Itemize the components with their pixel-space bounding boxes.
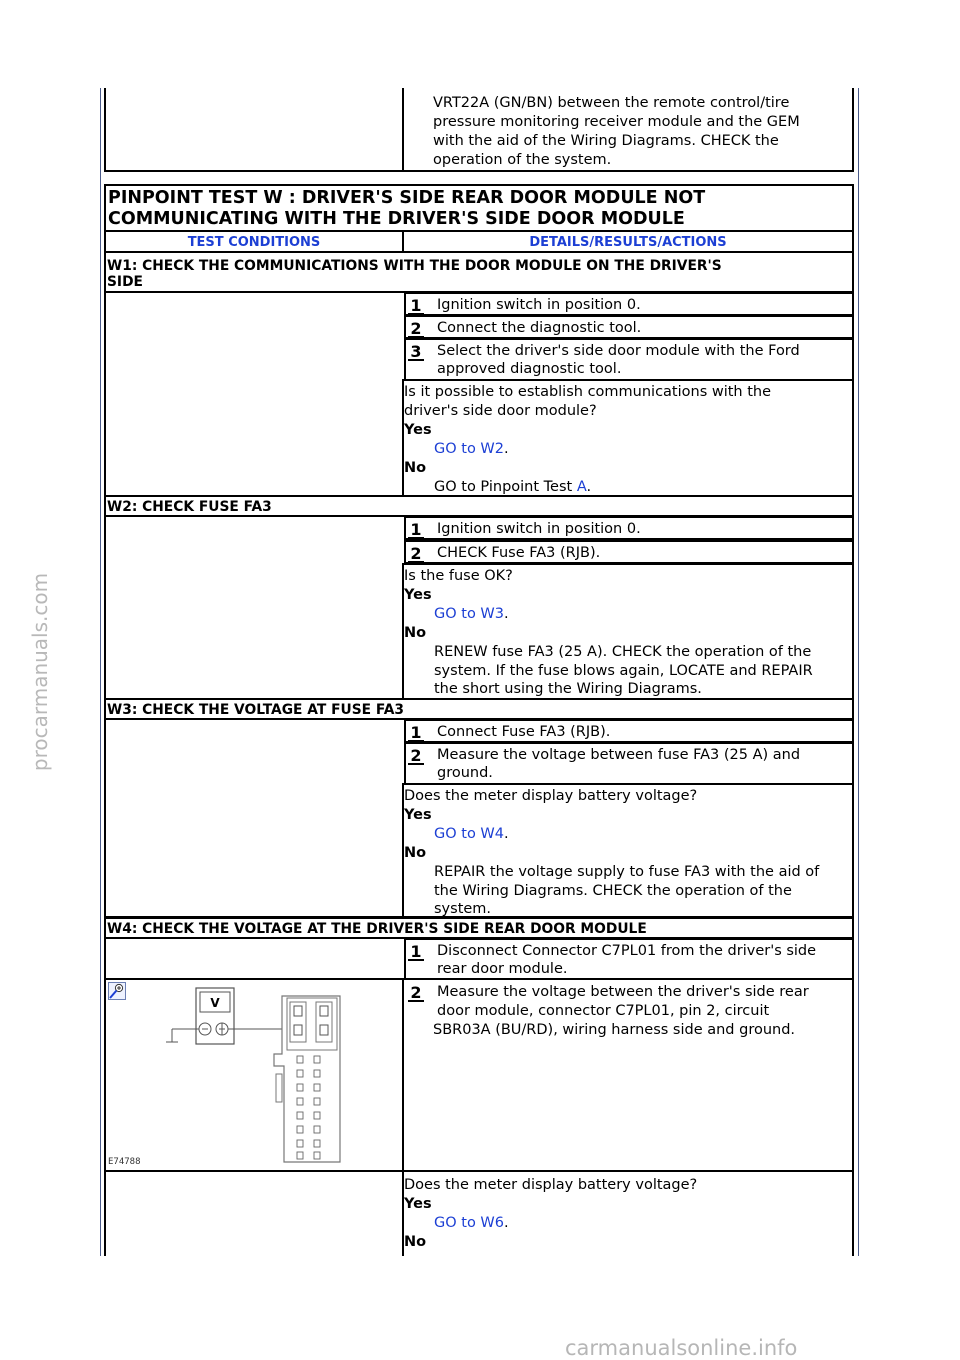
w2-no-line-2: system. If the fuse blows again, LOCATE and REPAIR	[434, 663, 813, 679]
w1-step-3-number: 3	[408, 342, 424, 361]
w3-step-2	[404, 742, 854, 785]
w1-step-2	[404, 315, 854, 339]
column-header-row	[104, 230, 854, 253]
w2-step-2-text: CHECK Fuse FA3 (RJB).	[437, 545, 601, 561]
figure-label: E74788	[108, 1157, 141, 1167]
column-header-left: TEST CONDITIONS	[187, 235, 321, 250]
w3-yes-link[interactable]: GO to W4	[434, 826, 504, 842]
title-line-1: PINPOINT TEST W : DRIVER'S SIDE REAR DOOR MODULE NOT	[108, 188, 706, 208]
title-line-2: COMMUNICATING WITH THE DRIVER'S SIDE DOOR MODULE	[108, 209, 685, 229]
top-note-line-1: VRT22A (GN/BN) between the remote control/tire	[433, 95, 790, 111]
w2-results: Is the fuse OK? Yes GO to W3. No RENEW fuse FA3 (25 A). CHECK the operation of the system. If the fuse blows again, LOCATE and REPAIR the short using the Wiring Diagrams.	[402, 563, 854, 700]
w1-step-1-number: 1	[408, 296, 424, 315]
bottom-watermark: carmanualsonline.info	[565, 1336, 798, 1360]
w2-section-header	[104, 495, 854, 517]
w2-step-1-number: 1	[408, 520, 424, 539]
top-right-cell	[402, 88, 854, 172]
w1-head-line-1: W1: CHECK THE COMMUNICATIONS WITH THE DOOR MODULE ON THE DRIVER'S	[107, 258, 722, 274]
w3-no-label: No	[404, 845, 427, 861]
w1-section-header	[104, 251, 854, 293]
column-header-right: DETAILS/RESULTS/ACTIONS	[529, 235, 727, 250]
w1-step-1	[404, 292, 854, 316]
w3-head: W3: CHECK THE VOLTAGE AT FUSE FA3	[107, 702, 405, 718]
w3-yes-label: Yes	[404, 807, 432, 823]
w4-question: Does the meter display battery voltage?	[404, 1177, 698, 1193]
top-left-cell	[104, 88, 404, 172]
left-page-rule	[100, 88, 101, 1256]
w4-step-2-line-1: Measure the voltage between the driver's side rear	[437, 984, 809, 1000]
w4-step-1-number: 1	[408, 942, 424, 961]
connector-measurement-diagram	[162, 984, 352, 1170]
w2-conditions-cell	[104, 515, 404, 700]
w4-yes-label: Yes	[404, 1196, 432, 1212]
top-note-line-4: operation of the system.	[433, 152, 612, 168]
pinpoint-test-title	[104, 184, 854, 232]
w2-question: Is the fuse OK?	[404, 568, 513, 584]
w3-step-1	[404, 719, 854, 743]
w4-step-1-line-2: rear door module.	[437, 961, 568, 977]
w3-conditions-cell	[104, 718, 404, 918]
w1-step-2-text: Connect the diagnostic tool.	[437, 320, 642, 336]
w1-results: Is it possible to establish communications with the driver's side door module? Yes GO to W2. No GO to Pinpoint Test A.	[402, 379, 854, 497]
left-watermark: procarmanuals.com	[28, 572, 52, 772]
w3-no-line-3: system.	[434, 901, 492, 917]
w2-yes-label: Yes	[404, 587, 432, 603]
w4-yes-link[interactable]: GO to W6	[434, 1215, 504, 1231]
w3-results: Does the meter display battery voltage? Yes GO to W4. No REPAIR the voltage supply to fuse FA3 with the aid of the Wiring Diagrams. CHECK the operation of the system.	[402, 783, 854, 918]
w4-conditions-cell-top	[104, 937, 404, 980]
w4-section-header	[104, 917, 854, 939]
w2-no-label: No	[404, 625, 427, 641]
zoom-icon[interactable]	[108, 982, 126, 1000]
w1-step-2-number: 2	[408, 319, 424, 338]
w1-step-3	[404, 338, 854, 381]
w4-step-1-line-1: Disconnect Connector C7PL01 from the driver's side	[437, 943, 817, 959]
w4-head: W4: CHECK THE VOLTAGE AT THE DRIVER'S SIDE REAR DOOR MODULE	[107, 921, 647, 937]
w2-no-line-3: the short using the Wiring Diagrams.	[434, 681, 702, 697]
w4-step-2	[402, 978, 854, 1172]
w3-step-2-line-2: ground.	[437, 765, 493, 781]
meter-label: V	[210, 996, 220, 1010]
w2-head: W2: CHECK FUSE FA3	[107, 499, 272, 515]
w2-step-1-text: Ignition switch in position 0.	[437, 521, 641, 537]
w1-no-label: No	[404, 460, 427, 476]
top-note-line-2: pressure monitoring receiver module and the GEM	[433, 114, 800, 130]
w1-yes-label: Yes	[404, 422, 432, 438]
w3-step-2-line-1: Measure the voltage between fuse FA3 (25 A) and	[437, 747, 801, 763]
w4-step-2-number: 2	[408, 983, 424, 1002]
w3-step-1-number: 1	[408, 723, 424, 742]
w3-step-1-text: Connect Fuse FA3 (RJB).	[437, 724, 611, 740]
w4-no-label: No	[404, 1234, 427, 1250]
w2-step-2	[404, 540, 854, 564]
w1-question-line-2: driver's side door module?	[404, 403, 597, 419]
w3-no-line-2: the Wiring Diagrams. CHECK the operation of the	[434, 883, 792, 899]
w3-step-2-number: 2	[408, 746, 424, 765]
w1-step-3-line-2: approved diagnostic tool.	[437, 361, 622, 377]
w4-figure-cell	[104, 978, 404, 1172]
w4-step-1	[404, 938, 854, 980]
w2-step-2-number: 2	[408, 544, 424, 563]
w3-no-line-1: REPAIR the voltage supply to fuse FA3 with the aid of	[434, 864, 820, 880]
w3-question: Does the meter display battery voltage?	[404, 788, 698, 804]
w1-step-1-text: Ignition switch in position 0.	[437, 297, 641, 313]
top-note-line-3: with the aid of the Wiring Diagrams. CHECK the	[433, 133, 779, 149]
w1-yes-link[interactable]: GO to W2	[434, 441, 504, 457]
w1-step-3-line-1: Select the driver's side door module with the Ford	[437, 343, 800, 359]
w4-results-left	[104, 1170, 106, 1256]
right-page-rule	[858, 88, 859, 1256]
w1-conditions-cell	[104, 291, 404, 497]
w1-no-action: GO to Pinpoint Test	[434, 479, 577, 495]
w2-step-1	[404, 516, 854, 540]
w2-yes-link[interactable]: GO to W3	[434, 606, 504, 622]
w2-no-line-1: RENEW fuse FA3 (25 A). CHECK the operation of the	[434, 644, 812, 660]
w4-step-2-line-3: SBR03A (BU/RD), wiring harness side and ground.	[433, 1022, 796, 1038]
w4-results: Does the meter display battery voltage? Yes GO to W6. No	[404, 1176, 852, 1252]
w4-results-right	[852, 1170, 854, 1256]
w1-no-link[interactable]: A	[576, 479, 587, 495]
w3-section-header	[104, 698, 854, 720]
w4-step-2-line-2: door module, connector C7PL01, pin 2, circuit	[437, 1003, 770, 1019]
w1-question-line-1: Is it possible to establish communications with the	[404, 384, 772, 400]
w1-head-line-2: SIDE	[107, 274, 143, 290]
